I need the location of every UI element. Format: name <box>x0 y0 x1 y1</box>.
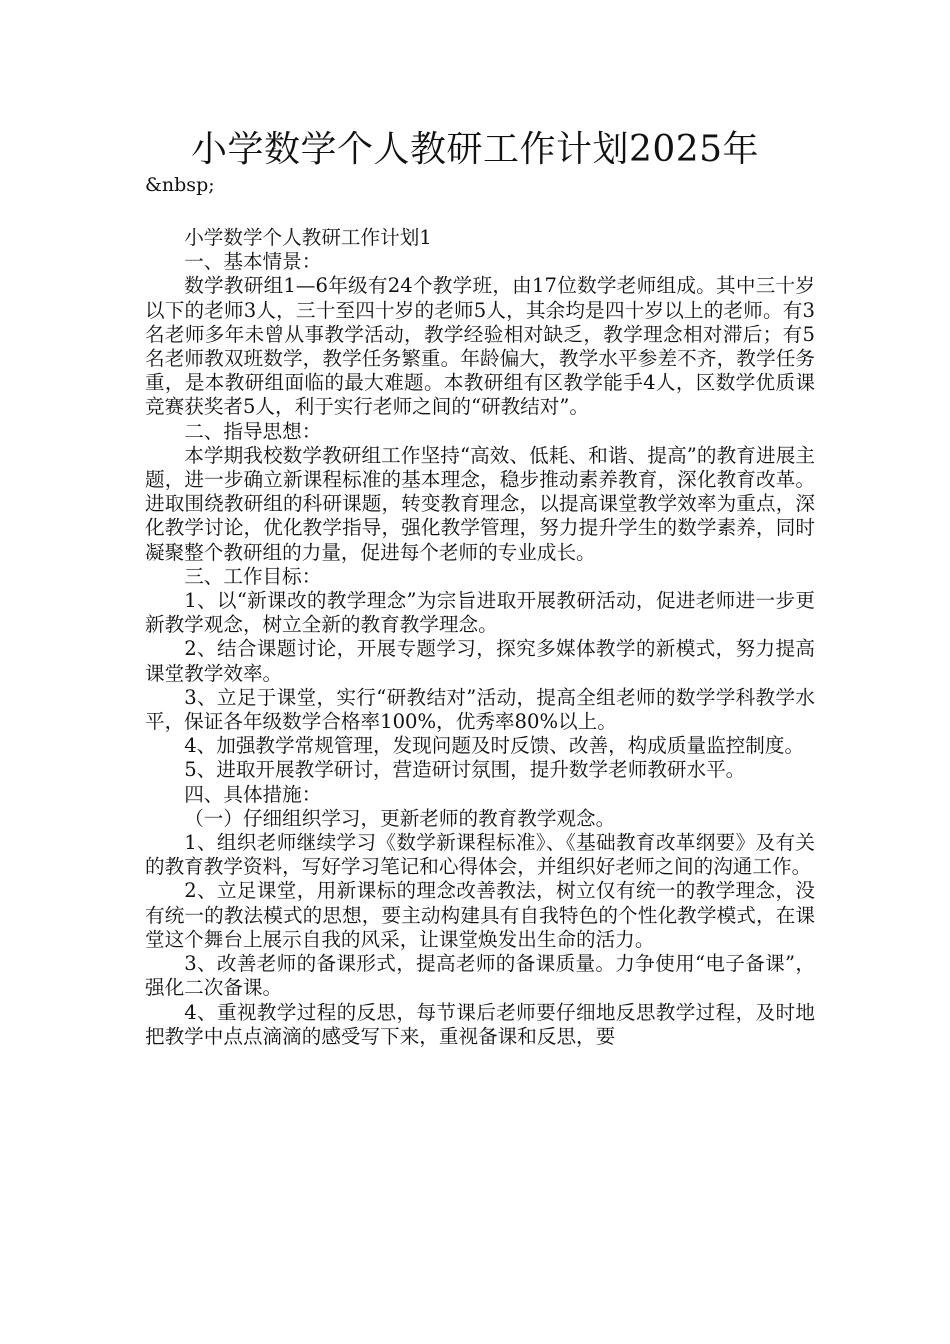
goal-item-2: 2、结合课题讨论，开展专题学习，探究多媒体教学的新模式，努力提高课堂教学效率。 <box>145 637 815 685</box>
measure-item-3: 3、改善老师的备课形式，提高老师的备课质量。力争使用“电子备课”，强化二次备课。 <box>145 952 815 1000</box>
document-body <box>145 226 815 1049</box>
goal-item-5: 5、进取开展教学研讨，营造研讨氛围，提升数学老师教研水平。 <box>184 758 746 782</box>
measure-item-2: 2、立足课堂，用新课标的理念改善教法，树立仅有统一的教学理念，没有统一的教法模式的思想，要主动构建具有自我特色的个性化教学模式，在课堂这个舞台上展示自我的风采，让课堂焕发出生命的活力。 <box>145 879 815 951</box>
subsection-heading-study: （一）仔细组织学习，更新老师的教育教学观念。 <box>184 806 616 830</box>
section-heading-guiding: 二、指导思想： <box>184 419 322 443</box>
paragraph-basic-situation: 数学教研组1—6年级有24个教学班，由17位数学老师组成。其中三十岁以下的老师3人，三十至四十岁的老师5人，其余均是四十岁以上的老师。有3名老师多年未曾从事教学活动，教学经验相对缺乏，教学理念相对滞后；有5名老师教双班数学，教学任务繁重。年龄偏大，教学水平参差不齐，教学任务重，是本教研组面临的最大难题。本教研组有区教学能手4人，区数学优质课竞赛获奖者5人，利于实行老师之间的“研教结对”。 <box>145 274 815 419</box>
paragraph-guiding-thought: 本学期我校数学教研组工作坚持“高效、低耗、和谐、提高”的教育进展主题，进一步确立新课程标准的基本理念，稳步推动素养教育，深化教育改革。进取围绕教研组的科研课题，转变教育理念，以提高课堂教学效率为重点，深化教学讨论，优化教学指导，强化教学管理，努力提升学生的数学素养，同时凝聚整个教研组的力量，促进每个老师的专业成长。 <box>145 443 815 564</box>
measure-item-1: 1、组织老师继续学习《数学新课程标准》、《基础教育改革纲要》及有关的教育教学资料，写好学习笔记和心得体会，并组织好老师之间的沟通工作。 <box>145 831 815 879</box>
measure-item-4: 4、重视教学过程的反思，每节课后老师要仔细地反思教学过程，及时地把教学中点点滴滴的感受写下来，重视备课和反思，要 <box>145 1000 815 1048</box>
goal-item-1: 1、以“新课改的教学理念”为宗旨进取开展教研活动，促进老师进一步更新教学观念，树立全新的教育教学理念。 <box>145 589 815 637</box>
goal-item-3: 3、立足于课堂，实行“研教结对”活动，提高全组老师的数学学科教学水平，保证各年级数学合格率100%，优秀率80%以上。 <box>145 685 815 734</box>
nbsp-text: &nbsp; <box>145 174 215 196</box>
section-heading-basic: 一、基本情景： <box>184 250 322 274</box>
section-heading-measures: 四、具体措施： <box>184 782 322 806</box>
section-heading-goals: 三、工作目标： <box>184 564 322 588</box>
document-title: 小学数学个人教研工作计划2025年 <box>190 129 760 170</box>
goal-item-4: 4、加强教学常规管理，发现问题及时反馈、改善，构成质量监控制度。 <box>184 734 805 758</box>
section-heading-plan: 小学数学个人教研工作计划1 <box>184 226 432 249</box>
